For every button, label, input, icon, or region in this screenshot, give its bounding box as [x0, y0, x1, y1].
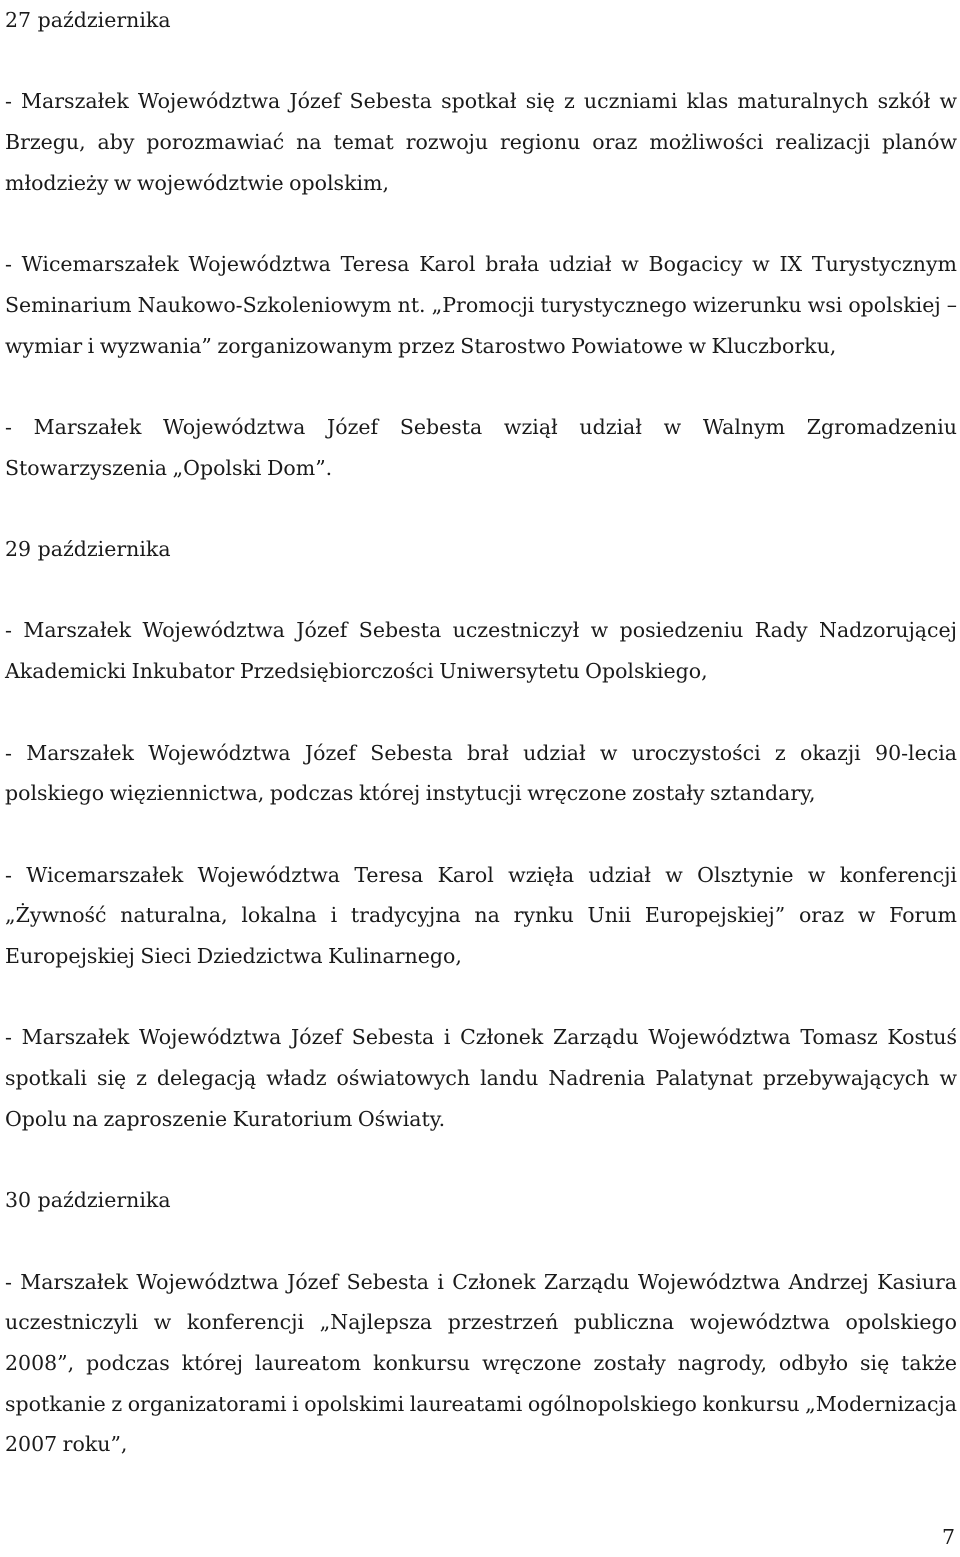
- event-item: - Marszałek Województwa Józef Sebesta spotkał się z uczniami klas maturalnych szkół w Brzegu, aby porozmawiać na temat rozwoju regionu oraz możliwości realizacji planów młodzieży w województwie opolskim,: [5, 89, 957, 195]
- event-item: - Marszałek Województwa Józef Sebesta brał udział w uroczystości z okazji 90-lecia polskiego więziennictwa, podczas której instytucji wręczone zostały sztandary,: [5, 740, 957, 806]
- spacer: [5, 203, 957, 244]
- section-date: 29 października: [5, 537, 171, 562]
- spacer: [5, 570, 957, 611]
- spacer: [5, 366, 957, 407]
- section-30-october: [5, 1180, 957, 1465]
- section-date: 27 października: [5, 8, 171, 32]
- spacer: [5, 814, 957, 855]
- event-item: - Marszałek Województwa Józef Sebesta i Członek Zarządu Województwa Andrzej Kasiura uczestniczyli w konferencji „Najlepsza przestrzeń publiczna województwa opolskiego 2008”, podczas której laureatom konkursu wręczone zostały nagrody, odbyło się także spotkanie z organizatorami i opolskimi laureatami ogólnopolskiego konkursu „Modernizacja 2007 roku”,: [5, 1269, 957, 1457]
- spacer: [5, 1221, 957, 1262]
- event-item: - Wicemarszałek Województwa Teresa Karol wzięła udział w Olsztynie w konferencji „Żywność naturalna, lokalna i tradycyjna na rynku Unii Europejskiej” oraz w Forum Europejskiej Sieci Dziedzictwa Kulinarnego,: [5, 862, 957, 969]
- event-item: - Wicemarszałek Województwa Teresa Karol brała udział w Bogacicy w IX Turystycznym Seminarium Naukowo-Szkoleniowym nt. „Promocji turystycznego wizerunku wsi opolskiej – wymiar i wyzwania” zorganizowanym przez Starostwo Powiatowe w Kluczborku,: [5, 252, 957, 358]
- event-item: - Marszałek Województwa Józef Sebesta wziął udział w Walnym Zgromadzeniu Stowarzyszenia „Opolski Dom”.: [5, 414, 957, 480]
- section-date: 30 października: [5, 1188, 171, 1213]
- spacer: [5, 488, 957, 529]
- event-item: - Marszałek Województwa Józef Sebesta i Członek Zarządu Województwa Tomasz Kostuś spotkali się z delegacją władz oświatowych landu Nadrenia Palatynat przebywających w Opolu na zaproszenie Kuratorium Oświaty.: [5, 1025, 957, 1131]
- section-27-october: [5, 0, 957, 529]
- page-number: 7: [941, 1525, 955, 1549]
- event-item: - Marszałek Województwa Józef Sebesta uczestniczył w posiedzeniu Rady Nadzorującej Akademicki Inkubator Przedsiębiorczości Uniwersytetu Opolskiego,: [5, 618, 957, 684]
- spacer: [5, 41, 957, 82]
- document-page: [5, 0, 957, 1465]
- spacer: [5, 1140, 957, 1181]
- spacer: [5, 977, 957, 1018]
- section-29-october: [5, 529, 957, 1180]
- spacer: [5, 692, 957, 733]
